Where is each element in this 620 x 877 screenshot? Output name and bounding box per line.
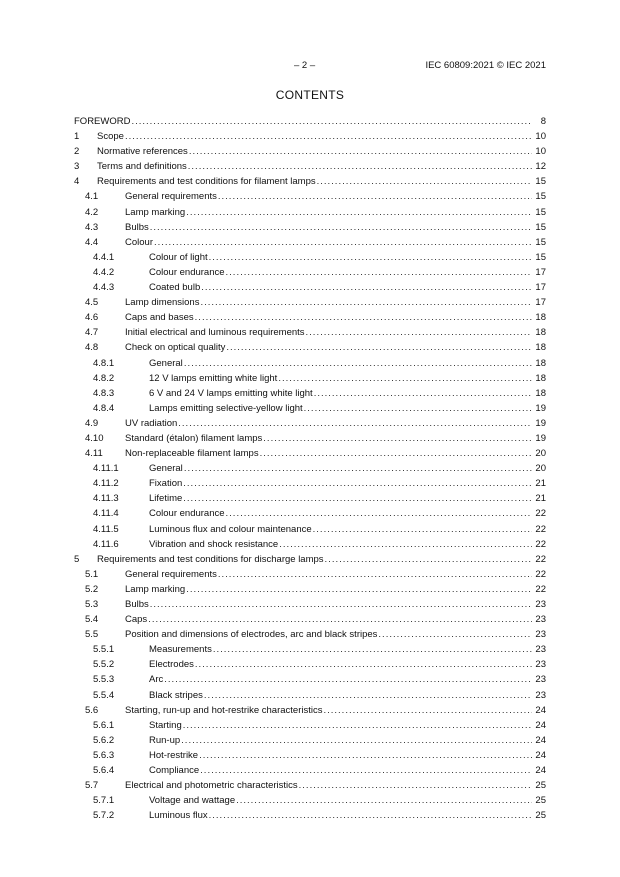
toc-leader-dots bbox=[263, 431, 532, 446]
toc-entry[interactable] bbox=[74, 582, 546, 597]
toc-leader-dots bbox=[218, 567, 532, 582]
toc-entry[interactable] bbox=[74, 763, 546, 778]
toc-entry-title: Hot-restrike bbox=[149, 749, 199, 761]
toc-entry-number: 5.5.1 bbox=[93, 644, 115, 656]
toc-leader-dots bbox=[150, 220, 532, 235]
toc-entry-page: 15 bbox=[535, 206, 546, 218]
toc-leader-dots bbox=[226, 506, 532, 521]
toc-entry[interactable] bbox=[74, 506, 546, 521]
toc-entry-page: 22 bbox=[535, 568, 546, 580]
toc-entry-title-wrap bbox=[149, 522, 532, 537]
toc-entry-title: Electrical and photometric characteristics bbox=[125, 780, 298, 792]
toc-entry-number: 4.8.4 bbox=[93, 402, 115, 414]
toc-entry-title-wrap bbox=[125, 295, 532, 310]
toc-entry-page: 25 bbox=[535, 810, 546, 822]
toc-entry-number: 3 bbox=[74, 161, 80, 173]
toc-entry[interactable] bbox=[74, 778, 546, 793]
toc-entry-number: 5.1 bbox=[85, 568, 99, 580]
toc-entry-title: Standard (étalon) filament lamps bbox=[125, 432, 263, 444]
toc-entry[interactable] bbox=[74, 597, 546, 612]
toc-entry-page: 10 bbox=[535, 146, 546, 158]
toc-leader-dots bbox=[236, 793, 532, 808]
toc-entry-title: Lamp marking bbox=[125, 206, 186, 218]
toc-leader-dots bbox=[279, 537, 532, 552]
toc-leader-dots bbox=[186, 582, 532, 597]
toc-entry[interactable] bbox=[74, 310, 546, 325]
toc-leader-dots bbox=[181, 733, 532, 748]
toc-entry-title: Compliance bbox=[149, 765, 200, 777]
toc-entry[interactable] bbox=[74, 642, 546, 657]
toc-entry-title: Colour bbox=[125, 236, 153, 248]
toc-entry-page: 22 bbox=[535, 583, 546, 595]
toc-entry-page: 15 bbox=[535, 236, 546, 248]
standard-identifier: IEC 60809:2021 © IEC 2021 bbox=[425, 60, 546, 71]
toc-entry-title: Terms and definitions bbox=[97, 161, 187, 173]
toc-entry-title-wrap bbox=[149, 672, 532, 687]
toc-entry-number: 4 bbox=[74, 176, 80, 188]
toc-leader-dots bbox=[306, 325, 532, 340]
toc-entry-page: 24 bbox=[535, 719, 546, 731]
toc-leader-dots bbox=[200, 295, 532, 310]
toc-entry-number: 4.11.3 bbox=[93, 493, 119, 505]
toc-entry[interactable] bbox=[74, 672, 546, 687]
toc-entry-title-wrap bbox=[125, 416, 532, 431]
page-header bbox=[0, 60, 620, 74]
toc-entry-page: 24 bbox=[535, 704, 546, 716]
toc-entry-title-wrap bbox=[125, 446, 532, 461]
toc-leader-dots bbox=[189, 144, 532, 159]
toc-entry-page: 22 bbox=[535, 508, 546, 520]
toc-entry[interactable] bbox=[74, 189, 546, 204]
toc-entry-page: 18 bbox=[535, 372, 546, 384]
toc-leader-dots bbox=[201, 280, 532, 295]
toc-entry-page: 22 bbox=[535, 553, 546, 565]
toc-entry-page: 17 bbox=[535, 297, 546, 309]
toc-entry-title: Requirements and test conditions for filament lamps bbox=[97, 176, 316, 188]
toc-leader-dots bbox=[314, 386, 532, 401]
toc-entry-title-wrap bbox=[149, 491, 532, 506]
toc-leader-dots bbox=[226, 340, 532, 355]
toc-entry-number: 5.7.1 bbox=[93, 795, 115, 807]
toc-entry-title: General bbox=[149, 463, 183, 475]
toc-entry-page: 22 bbox=[535, 523, 546, 535]
toc-entry-title-wrap bbox=[149, 356, 532, 371]
toc-leader-dots bbox=[213, 642, 532, 657]
toc-entry-number: 4.11.1 bbox=[93, 463, 119, 475]
toc-leader-dots bbox=[325, 552, 532, 567]
toc-entry-title: UV radiation bbox=[125, 417, 178, 429]
toc-entry-page: 25 bbox=[535, 795, 546, 807]
toc-entry-number: 5.4 bbox=[85, 614, 99, 626]
toc-entry-title-wrap bbox=[149, 793, 532, 808]
toc-entry-page: 21 bbox=[535, 493, 546, 505]
toc-entry-number: 5.6.4 bbox=[93, 765, 115, 777]
toc-leader-dots bbox=[183, 476, 532, 491]
toc-leader-dots bbox=[278, 371, 532, 386]
toc-entry[interactable] bbox=[74, 386, 546, 401]
toc-entry-number: 1 bbox=[74, 131, 80, 143]
toc-entry[interactable] bbox=[74, 793, 546, 808]
toc-entry-page: 24 bbox=[535, 734, 546, 746]
toc-leader-dots bbox=[150, 597, 532, 612]
toc-leader-dots bbox=[195, 657, 532, 672]
toc-entry-title-wrap bbox=[125, 220, 532, 235]
toc-entry-title: 6 V and 24 V lamps emitting white light bbox=[149, 387, 313, 399]
toc-entry-page: 24 bbox=[535, 749, 546, 761]
toc-entry-title: Caps and bases bbox=[125, 312, 194, 324]
toc-entry-title-wrap bbox=[149, 250, 532, 265]
toc-entry-number: 5.7 bbox=[85, 780, 99, 792]
toc-entry[interactable] bbox=[74, 340, 546, 355]
toc-entry[interactable] bbox=[74, 129, 546, 144]
toc-entry-number: 4.2 bbox=[85, 206, 99, 218]
toc-entry-number: 2 bbox=[74, 146, 80, 158]
toc-entry-title: Fixation bbox=[149, 478, 183, 490]
toc-entry[interactable] bbox=[74, 205, 546, 220]
toc-entry[interactable] bbox=[74, 461, 546, 476]
toc-entry-title: Vibration and shock resistance bbox=[149, 538, 279, 550]
toc-entry-page: 23 bbox=[535, 644, 546, 656]
toc-entry-page: 18 bbox=[535, 387, 546, 399]
toc-entry-number: 4.11.2 bbox=[93, 478, 119, 490]
toc-entry[interactable] bbox=[74, 733, 546, 748]
toc-leader-dots bbox=[260, 446, 532, 461]
toc-leader-dots bbox=[125, 129, 532, 144]
toc-entry-title: Measurements bbox=[149, 644, 212, 656]
page-number: – 2 – bbox=[294, 60, 316, 71]
toc-entry[interactable] bbox=[74, 144, 546, 159]
toc-entry-title: Normative references bbox=[97, 146, 188, 158]
toc-entry-title-wrap bbox=[149, 688, 532, 703]
toc-entry-title: Caps bbox=[125, 614, 148, 626]
toc-entry[interactable] bbox=[74, 688, 546, 703]
toc-entry-title: Luminous flux bbox=[149, 810, 208, 822]
toc-entry-title-wrap bbox=[125, 703, 532, 718]
toc-entry-title: Arc bbox=[149, 674, 164, 686]
toc-entry-title-wrap bbox=[149, 808, 532, 823]
toc-entry-page: 15 bbox=[535, 176, 546, 188]
toc-entry-title: Bulbs bbox=[125, 599, 149, 610]
toc-entry-title: Non-replaceable filament lamps bbox=[125, 448, 259, 460]
toc-leader-dots bbox=[154, 235, 532, 250]
toc-entry-page: 18 bbox=[535, 357, 546, 369]
toc-entry-title-wrap bbox=[125, 778, 532, 793]
toc-entry[interactable] bbox=[74, 356, 546, 371]
toc-entry-page: 23 bbox=[535, 674, 546, 686]
toc-entry[interactable] bbox=[74, 491, 546, 506]
toc-leader-dots bbox=[164, 672, 532, 687]
toc-entry-title: Lamps emitting selective-yellow light bbox=[149, 402, 303, 414]
toc-entry-page: 25 bbox=[535, 780, 546, 792]
toc-entry[interactable] bbox=[74, 220, 546, 235]
toc-entry-title: Bulbs bbox=[125, 221, 149, 233]
toc-entry-title-wrap bbox=[97, 159, 532, 174]
toc-entry[interactable] bbox=[74, 416, 546, 431]
toc-entry[interactable] bbox=[74, 325, 546, 340]
toc-entry-page: 18 bbox=[535, 312, 546, 324]
toc-entry[interactable] bbox=[74, 476, 546, 491]
toc-entry-number: 5.6.3 bbox=[93, 749, 115, 761]
toc-entry-title: Run-up bbox=[149, 734, 181, 746]
toc-entry[interactable] bbox=[74, 522, 546, 537]
toc-entry-title-wrap bbox=[149, 733, 532, 748]
toc-entry-title-wrap bbox=[149, 371, 532, 386]
toc-entry-page: 19 bbox=[535, 432, 546, 444]
toc-leader-dots bbox=[299, 778, 532, 793]
toc-entry-title-wrap bbox=[97, 144, 532, 159]
toc-entry[interactable] bbox=[74, 657, 546, 672]
toc-entry-page: 17 bbox=[535, 282, 546, 294]
toc-entry-number: 4.5 bbox=[85, 297, 99, 309]
toc-entry-title: FOREWORD bbox=[74, 116, 131, 127]
toc-entry-title-wrap bbox=[125, 340, 532, 355]
toc-entry-title-wrap bbox=[97, 552, 532, 567]
toc-leader-dots bbox=[178, 416, 532, 431]
toc-leader-dots bbox=[204, 688, 532, 703]
toc-entry-page: 18 bbox=[535, 342, 546, 354]
toc-entry-title: Starting bbox=[149, 719, 182, 731]
toc-entry-page: 23 bbox=[535, 599, 546, 610]
toc-entry-title-wrap bbox=[149, 506, 532, 521]
toc-leader-dots bbox=[313, 522, 532, 537]
toc-entry[interactable] bbox=[74, 431, 546, 446]
toc-entry-number: 5.5.3 bbox=[93, 674, 115, 686]
toc-entry-title-wrap bbox=[125, 597, 532, 612]
toc-entry[interactable] bbox=[74, 114, 546, 129]
toc-entry-title: Colour endurance bbox=[149, 508, 225, 520]
toc-leader-dots bbox=[183, 491, 532, 506]
toc-leader-dots bbox=[183, 718, 532, 733]
toc-entry-title-wrap bbox=[125, 205, 532, 220]
toc-entry-title-wrap bbox=[125, 235, 532, 250]
contents-title: CONTENTS bbox=[275, 88, 345, 102]
toc-leader-dots bbox=[218, 189, 532, 204]
toc-entry-page: 22 bbox=[535, 538, 546, 550]
toc-entry-page: 8 bbox=[540, 116, 546, 127]
toc-leader-dots bbox=[186, 205, 532, 220]
toc-entry-title: Colour of light bbox=[149, 251, 208, 263]
toc-entry-page: 15 bbox=[535, 251, 546, 263]
toc-entry-title: General requirements bbox=[125, 191, 217, 203]
toc-entry-title: Check on optical quality bbox=[125, 342, 226, 354]
toc-entry[interactable] bbox=[74, 174, 546, 189]
toc-entry-title-wrap bbox=[125, 582, 532, 597]
toc-entry-title: Luminous flux and colour maintenance bbox=[149, 523, 312, 535]
toc-entry-page: 19 bbox=[535, 417, 546, 429]
toc-entry-number: 4.1 bbox=[85, 191, 99, 203]
toc-entry-title: Scope bbox=[97, 131, 124, 143]
toc-entry-number: 5.5 bbox=[85, 629, 99, 641]
toc-leader-dots bbox=[378, 627, 532, 642]
toc-entry-number: 4.8.3 bbox=[93, 387, 115, 399]
toc-entry-page: 21 bbox=[535, 478, 546, 490]
toc-entry-number: 4.4 bbox=[85, 236, 99, 248]
toc-leader-dots bbox=[304, 401, 532, 416]
toc-leader-dots bbox=[209, 808, 532, 823]
toc-entry-title-wrap bbox=[125, 612, 532, 627]
toc-entry-page: 12 bbox=[535, 161, 546, 173]
toc-entry-number: 4.8 bbox=[85, 342, 99, 354]
toc-entry-title: Black stripes bbox=[149, 689, 203, 701]
toc-entry-title-wrap bbox=[125, 325, 532, 340]
toc-entry-number: 5.6.2 bbox=[93, 734, 115, 746]
toc-leader-dots bbox=[323, 703, 532, 718]
toc-entry-number: 5.7.2 bbox=[93, 810, 115, 822]
toc-entry-number: 5.6 bbox=[85, 704, 99, 716]
toc-entry-page: 10 bbox=[535, 131, 546, 143]
toc-entry-page: 18 bbox=[535, 327, 546, 339]
toc-entry-title-wrap bbox=[149, 748, 532, 763]
toc-leader-dots bbox=[317, 174, 532, 189]
toc-entry-number: 5.3 bbox=[85, 599, 99, 610]
toc-entry-number: 5.6.1 bbox=[93, 719, 115, 731]
toc-entry-title-wrap bbox=[149, 657, 532, 672]
toc-entry-page: 20 bbox=[535, 463, 546, 475]
toc-entry-page: 15 bbox=[535, 191, 546, 203]
toc-entry-number: 4.8.2 bbox=[93, 372, 115, 384]
toc-entry-title: Voltage and wattage bbox=[149, 795, 236, 807]
toc-entry[interactable] bbox=[74, 567, 546, 582]
toc-entry-number: 4.11.4 bbox=[93, 508, 119, 520]
toc-entry[interactable] bbox=[74, 748, 546, 763]
toc-entry-page: 17 bbox=[535, 266, 546, 278]
toc-entry[interactable] bbox=[74, 159, 546, 174]
toc-entry-title: Lamp dimensions bbox=[125, 297, 200, 309]
toc-entry[interactable] bbox=[74, 446, 546, 461]
toc-entry-number: 4.11 bbox=[85, 448, 103, 460]
toc-leader-dots bbox=[195, 310, 532, 325]
toc-entry-title-wrap bbox=[149, 280, 532, 295]
toc-entry-title: Starting, run-up and hot-restrike characteristics bbox=[125, 704, 323, 716]
toc-entry-title-wrap bbox=[74, 114, 532, 129]
toc-entry-number: 4.3 bbox=[85, 221, 99, 233]
toc-entry-number: 4.7 bbox=[85, 327, 99, 339]
toc-entry[interactable] bbox=[74, 250, 546, 265]
toc-entry-title-wrap bbox=[149, 265, 532, 280]
toc-entry-title-wrap bbox=[149, 401, 532, 416]
toc-entry-title: Lamp marking bbox=[125, 583, 186, 595]
toc-entry-number: 4.6 bbox=[85, 312, 99, 324]
toc-entry[interactable] bbox=[74, 265, 546, 280]
toc-leader-dots bbox=[188, 159, 532, 174]
toc-entry-title: 12 V lamps emitting white light bbox=[149, 372, 278, 384]
toc-leader-dots bbox=[199, 748, 532, 763]
toc-entry-page: 23 bbox=[535, 659, 546, 671]
toc-entry-title-wrap bbox=[149, 763, 532, 778]
toc-entry-number: 4.11.6 bbox=[93, 538, 119, 550]
toc-entry-number: 4.9 bbox=[85, 417, 99, 429]
toc-leader-dots bbox=[226, 265, 532, 280]
toc-entry-title: Coated bulb bbox=[149, 282, 201, 294]
table-of-contents bbox=[74, 114, 546, 823]
toc-leader-dots bbox=[184, 461, 532, 476]
toc-entry-number: 4.10 bbox=[85, 432, 104, 444]
toc-entry-title: Colour endurance bbox=[149, 266, 225, 278]
toc-entry-number: 4.4.3 bbox=[93, 282, 115, 294]
toc-entry-title: Initial electrical and luminous requirements bbox=[125, 327, 305, 339]
toc-entry-title: General requirements bbox=[125, 568, 217, 580]
toc-entry-title-wrap bbox=[149, 386, 532, 401]
toc-entry[interactable] bbox=[74, 627, 546, 642]
toc-entry-number: 5.5.4 bbox=[93, 689, 115, 701]
toc-entry-title: General bbox=[149, 357, 183, 369]
toc-entry-number: 4.4.1 bbox=[93, 251, 115, 263]
toc-leader-dots bbox=[131, 114, 532, 129]
toc-entry[interactable] bbox=[74, 280, 546, 295]
toc-leader-dots bbox=[148, 612, 532, 627]
toc-entry-title-wrap bbox=[149, 718, 532, 733]
toc-leader-dots bbox=[209, 250, 532, 265]
toc-entry-title-wrap bbox=[149, 537, 532, 552]
toc-entry[interactable] bbox=[74, 612, 546, 627]
toc-entry[interactable] bbox=[74, 703, 546, 718]
toc-entry-page: 20 bbox=[535, 448, 546, 460]
toc-entry-title-wrap bbox=[125, 567, 532, 582]
toc-entry-title-wrap bbox=[149, 461, 532, 476]
toc-entry-page: 23 bbox=[535, 629, 546, 641]
toc-entry-page: 24 bbox=[535, 765, 546, 777]
toc-entry-title-wrap bbox=[125, 431, 532, 446]
toc-entry-title-wrap bbox=[149, 642, 532, 657]
toc-entry[interactable] bbox=[74, 718, 546, 733]
toc-entry-number: 4.8.1 bbox=[93, 357, 115, 369]
toc-entry-title-wrap bbox=[125, 627, 532, 642]
toc-entry-page: 23 bbox=[535, 614, 546, 626]
toc-entry[interactable] bbox=[74, 371, 546, 386]
toc-entry[interactable] bbox=[74, 295, 546, 310]
toc-entry-title-wrap bbox=[149, 476, 532, 491]
toc-entry-title-wrap bbox=[97, 129, 532, 144]
toc-entry-title: Electrodes bbox=[149, 659, 194, 671]
toc-entry[interactable] bbox=[74, 552, 546, 567]
toc-entry-number: 4.4.2 bbox=[93, 266, 115, 278]
toc-entry-title-wrap bbox=[97, 174, 532, 189]
toc-entry[interactable] bbox=[74, 401, 546, 416]
toc-entry[interactable] bbox=[74, 537, 546, 552]
toc-entry-title: Position and dimensions of electrodes, arc and black stripes bbox=[125, 629, 378, 641]
toc-entry-page: 19 bbox=[535, 402, 546, 414]
toc-leader-dots bbox=[200, 763, 532, 778]
toc-entry-number: 5.5.2 bbox=[93, 659, 115, 671]
toc-entry-title: Requirements and test conditions for discharge lamps bbox=[97, 553, 324, 565]
toc-entry[interactable] bbox=[74, 235, 546, 250]
toc-entry-title: Lifetime bbox=[149, 493, 183, 505]
toc-entry-number: 4.11.5 bbox=[93, 523, 119, 535]
toc-entry-number: 5.2 bbox=[85, 583, 99, 595]
toc-entry-number: 5 bbox=[74, 553, 80, 565]
toc-entry[interactable] bbox=[74, 808, 546, 823]
toc-entry-title-wrap bbox=[125, 310, 532, 325]
toc-leader-dots bbox=[184, 356, 532, 371]
toc-entry-page: 15 bbox=[535, 221, 546, 233]
toc-entry-title-wrap bbox=[125, 189, 532, 204]
toc-entry-page: 23 bbox=[535, 689, 546, 701]
